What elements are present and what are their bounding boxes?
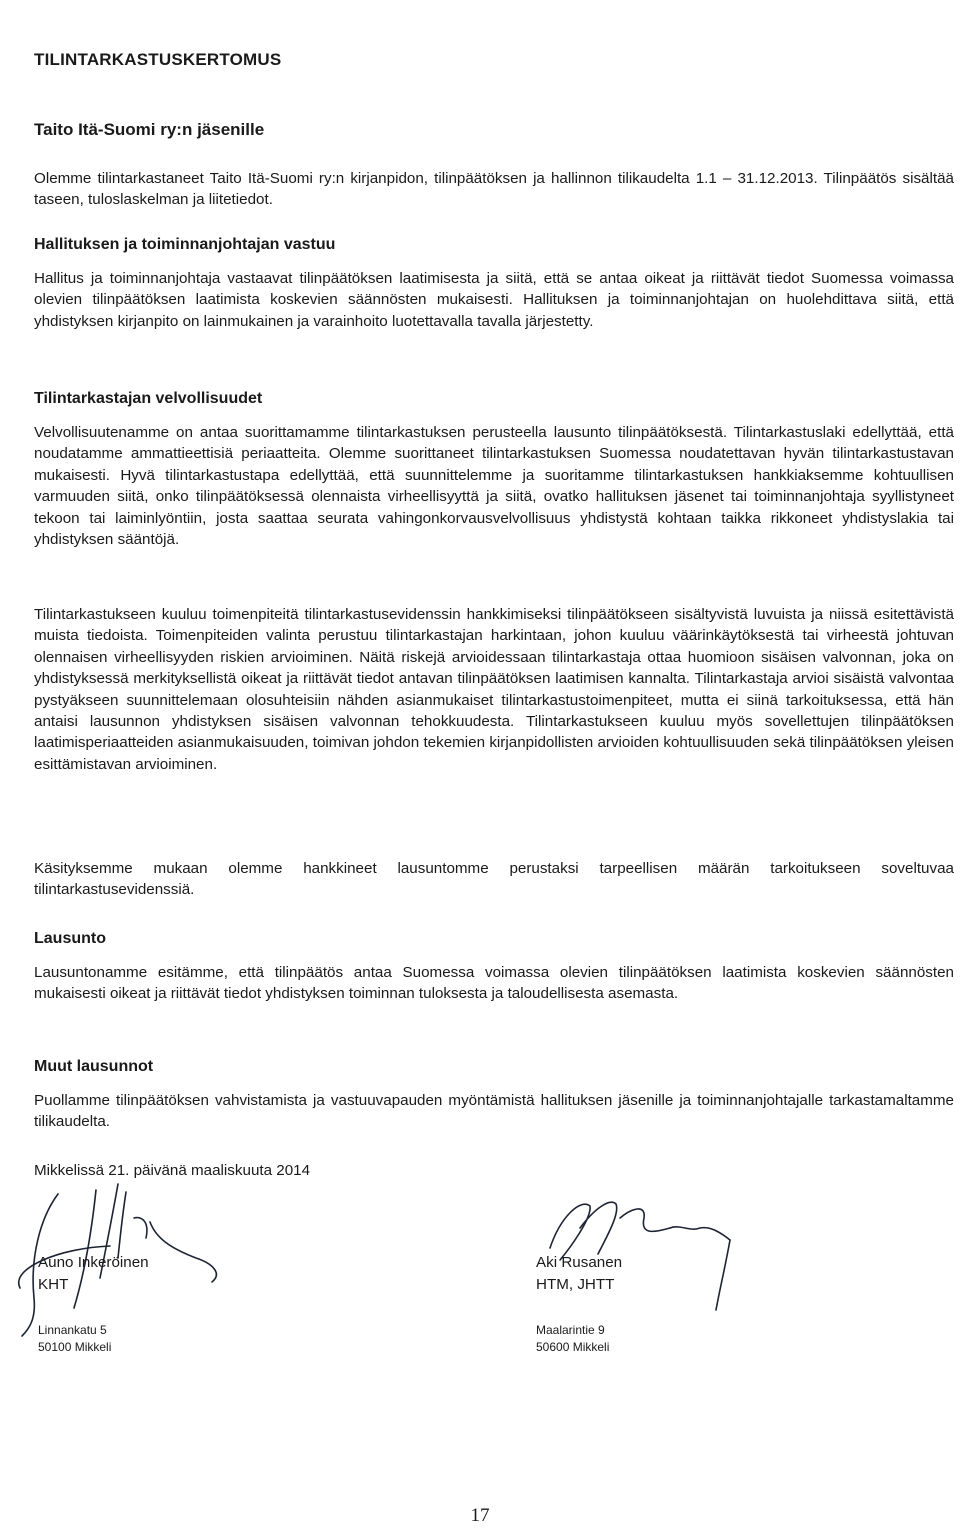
- opinion-heading: Lausunto: [34, 930, 106, 947]
- board-responsibility-paragraph: Hallitus ja toiminnanjohtaja vastaavat tilinpäätöksen laatimisesta ja siitä, että se antaa oikeat ja riittävät tiedot Suomessa voimassa olevien tilinpäätöksen laatimista koskevien säännösten mukaisesti. Hallituksen ja toiminnanjohtajan on huolehdittava siitä, että yhdistyksen kirjanpito on lainmukainen ja varainhoito luotettavalla tavalla järjestetty.: [34, 270, 954, 330]
- other-statements-paragraph: Puollamme tilinpäätöksen vahvistamista ja vastuuvapauden myöntämistä hallituksen jäsenille ja toiminnanjohtajalle tarkastamaltamme tilikaudelta.: [34, 1092, 954, 1131]
- intro-paragraph: Olemme tilintarkastaneet Taito Itä-Suomi ry:n kirjanpidon, tilinpäätöksen ja hallinnon tilikaudelta 1.1 – 31.12.2013. Tilinpäätös sisältää taseen, tuloslaskelman ja liitetiedot.: [34, 170, 954, 209]
- signer-left: [38, 1252, 149, 1296]
- signer-right-name: Aki Rusanen: [536, 1254, 623, 1271]
- opinion-paragraph: Lausuntonamme esitämme, että tilinpäätös antaa Suomessa voimassa olevien tilinpäätöksen laatimista koskevien säännösten mukaisesti oikeat ja riittävät tiedot yhdistyksen toiminnan tuloksesta ja taloudellisesta asemasta.: [34, 964, 954, 1003]
- signer-right-street: Maalarintie 9: [536, 1323, 605, 1337]
- document-title: TILINTARKASTUSKERTOMUS: [34, 50, 282, 69]
- auditor-duties-paragraph-2: Tilintarkastukseen kuuluu toimenpiteitä tilintarkastusevidenssin hankkimiseksi tilinpäätökseen sisältyvistä luvuista ja niissä esitettävistä muista tiedoista. Toimenpiteiden valinta perustuu tilintarkastajan harkintaan, johon kuuluu väärinkäytöksestä tai virheestä johtuvan olennaisen virheellisyyden riskien arvioiminen. Näitä riskejä arvioidessaan tilintarkastaja ottaa huomioon sisäisen valvonnan, joka on yhdistyksessä merkityksellistä oikeat ja riittävät tiedot antavan tilinpäätöksen laatimisen kannalta. Tilintarkastaja arvioi sisäistä valvontaa pystyäkseen suunnittelemaan olosuhteisiin nähden asianmukaiset tilintarkastustoimenpiteet, mutta ei siinä tarkoituksessa, että hän antaisi lausunnon yhdistyksen sisäisen valvonnan tehokkuudesta. Tilintarkastukseen kuuluu myös sovellettujen tilinpäätöksen laatimisperiaatteiden asianmukaisuuden, toimivan johdon tekemien kirjanpidollisten arvioiden kohtuullisuuden sekä tilinpäätöksen yleisen esittämistavan arvioiminen.: [34, 606, 954, 773]
- place-and-date: Mikkelissä 21. päivänä maaliskuuta 2014: [34, 1162, 311, 1179]
- signer-left-street: Linnankatu 5: [38, 1323, 107, 1337]
- signer-right-city: 50600 Mikkeli: [536, 1340, 610, 1354]
- signer-left-address: [38, 1322, 111, 1356]
- signer-left-title: KHT: [38, 1276, 69, 1293]
- other-statements-heading: Muut lausunnot: [34, 1058, 154, 1075]
- auditor-duties-heading: Tilintarkastajan velvollisuudet: [34, 390, 263, 407]
- auditor-duties-paragraph-3: Käsityksemme mukaan olemme hankkineet lausuntomme perustaksi tarpeellisen määrän tarkoitukseen soveltuvaa tilintarkastusevidenssiä.: [34, 860, 954, 899]
- signer-right: [536, 1252, 622, 1296]
- recipient-heading: Taito Itä-Suomi ry:n jäsenille: [34, 120, 265, 139]
- signer-right-address: [536, 1322, 609, 1356]
- auditor-duties-paragraph-1: Velvollisuutenamme on antaa suorittamamme tilintarkastuksen perusteella lausunto tilinpäätöksestä. Tilintarkastuslaki edellyttää, että noudatamme ammattieettisiä periaatteita. Olemme suorittaneet tilintarkastuksen Suomessa noudatettavan hyvän tilintarkastustavan mukaisesti. Hyvä tilintarkastustapa edellyttää, että suunnittelemme ja suoritamme tilintarkastuksen hankkiaksemme kohtuullisen varmuuden siitä, onko tilinpäätöksessä olennaista virheellisyyttä ja siitä, ovatko hallituksen jäsenet tai toiminnanjohtaja syyllistyneet tekoon tai laiminlyöntiin, josta saattaa seurata vahingonkorvausvelvollisuus yhdistystä kohtaan taikka rikkoneet yhdistyslakia tai yhdistyksen sääntöjä.: [34, 424, 954, 549]
- page-number: 17: [470, 1505, 490, 1526]
- signer-right-title: HTM, JHTT: [536, 1276, 615, 1293]
- signer-left-name: Auno Inkeröinen: [38, 1254, 149, 1271]
- signer-left-city: 50100 Mikkeli: [38, 1340, 112, 1354]
- board-responsibility-heading: Hallituksen ja toiminnanjohtajan vastuu: [34, 236, 336, 253]
